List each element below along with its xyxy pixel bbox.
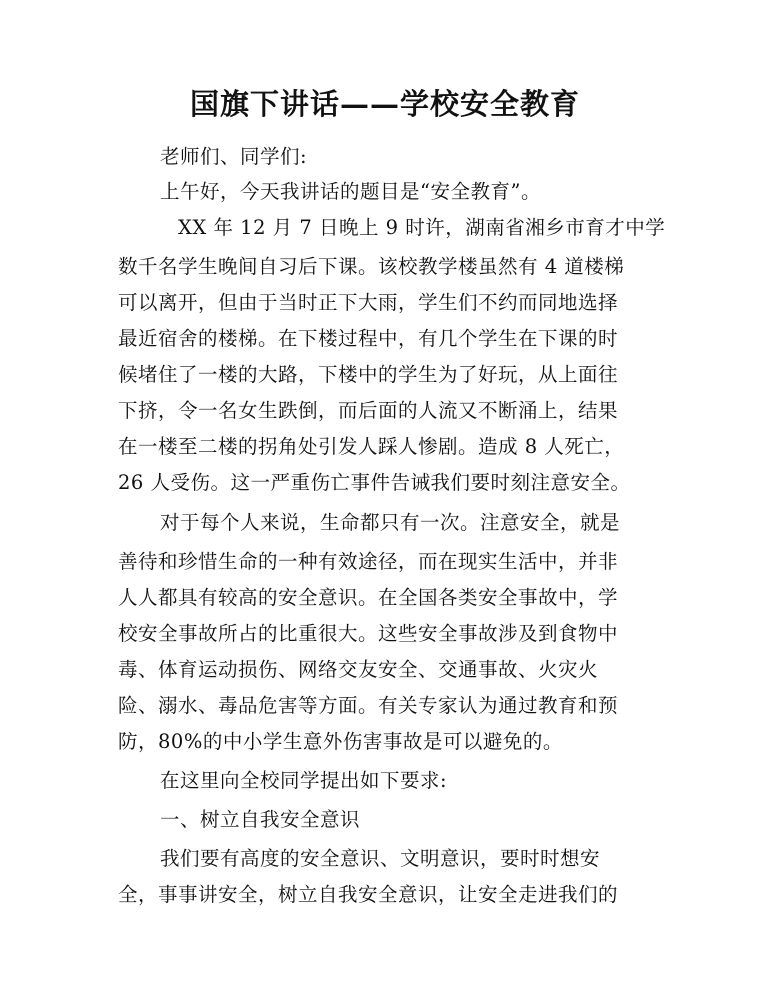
paragraph-line: 人人都具有较高的安全意识。在全国各类安全事故中，学 [118,586,619,609]
page-title: 国旗下讲话——学校安全教育 [189,87,580,121]
section-heading: 一、树立自我安全意识 [160,808,361,831]
paragraph-line: 善待和珍惜生命的一种有效途径，而在现实生活中，并非 [118,550,619,573]
paragraph-line: 最近宿舍的楼梯。在下楼过程中，有几个学生在下课的时 [118,327,619,350]
intro-line: 上午好，今天我讲话的题目是“安全教育”。 [160,180,541,203]
paragraph-line: 可以离开，但由于当时正下大雨，学生们不约而同地选择 [118,291,619,314]
paragraph-line: 26 人受伤。这一严重伤亡事件告诫我们要时刻注意安全。 [118,471,631,494]
paragraph-line: 对于每个人来说，生命都只有一次。注意安全，就是 [160,511,621,534]
paragraph-line: 毒、体育运动损伤、网络交友安全、交通事故、火灾火 [118,658,599,681]
greeting-line: 老师们、同学们: [160,145,308,168]
paragraph-line: 全，事事讲安全，树立自我安全意识，让安全走进我们的 [118,883,619,906]
paragraph-line: 下挤，令一名女生跌倒，而后面的人流又不断涌上，结果 [118,399,619,422]
paragraph-line: XX 年 12 月 7 日晚上 9 时许，湖南省湘乡市育才中学 [178,216,666,239]
paragraph-line: 在一楼至二楼的拐角处引发人踩人惨剧。造成 8 人死亡， [118,435,625,458]
paragraph-line: 数千名学生晚间自习后下课。该校教学楼虽然有 4 道楼梯 [118,255,625,278]
paragraph-line: 校安全事故所占的比重很大。这些安全事故涉及到食物中 [118,622,619,645]
paragraph-line: 在这里向全校同学提出如下要求: [160,769,448,792]
paragraph-line: 防，80%的中小学生意外伤害事故是可以避免的。 [118,730,563,753]
paragraph-line: 候堵住了一楼的大路，下楼中的学生为了好玩，从上面往 [118,363,619,386]
paragraph-line: 我们要有高度的安全意识、文明意识，要时时想安 [160,847,601,870]
paragraph-line: 险、溺水、毒品危害等方面。有关专家认为通过教育和预 [118,694,619,717]
